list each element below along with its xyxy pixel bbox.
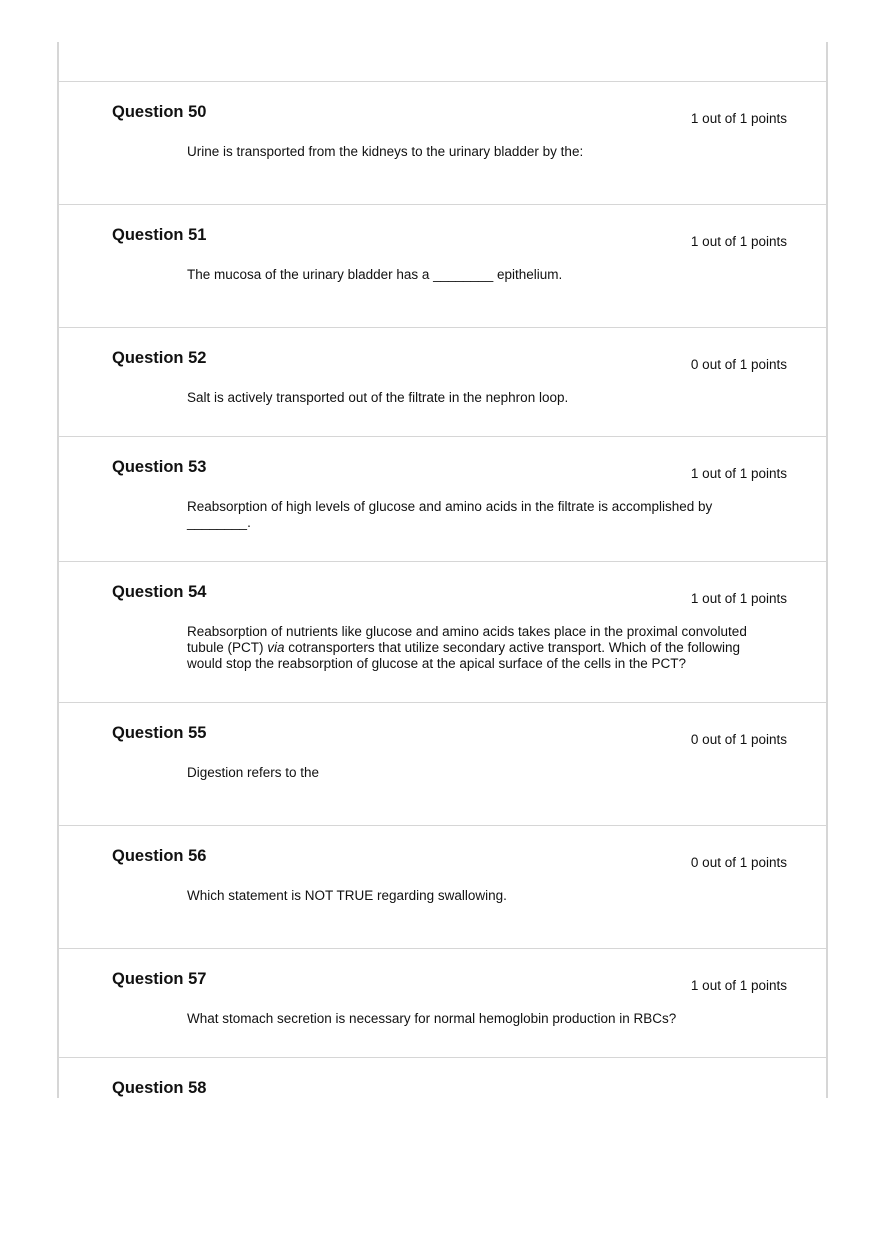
question-score: 0 out of 1 points <box>690 855 787 870</box>
question-score: 1 out of 1 points <box>690 591 787 606</box>
question-text: The mucosa of the urinary bladder has a ________ epithelium. <box>187 267 563 282</box>
question-block-52 <box>59 327 826 437</box>
question-text: Digestion refers to the <box>187 765 320 780</box>
question-text: Which statement is NOT TRUE regarding swallowing. <box>187 888 507 903</box>
question-score: 1 out of 1 points <box>690 978 787 993</box>
question-text: Reabsorption of high levels of glucose and amino acids in the filtrate is accomplished by ________. <box>187 499 713 530</box>
question-text-emphasis: via <box>267 640 285 655</box>
question-title: Question 52 <box>112 349 207 367</box>
question-title: Question 55 <box>112 724 207 742</box>
question-title: Question 51 <box>112 226 207 244</box>
question-block-54 <box>59 561 826 703</box>
question-block-53 <box>59 436 826 562</box>
question-text-part: Reabsorption of nutrients like glucose and amino acids takes place in the proximal convoluted tubule (PCT) <box>187 624 747 655</box>
question-block-58 <box>59 1057 826 1098</box>
question-score: 1 out of 1 points <box>690 466 787 481</box>
question-block-57 <box>59 948 826 1058</box>
question-title: Question 53 <box>112 458 207 476</box>
question-text: What stomach secretion is necessary for normal hemoglobin production in RBCs? <box>187 1011 677 1026</box>
question-score: 1 out of 1 points <box>690 111 787 126</box>
question-title: Question 58 <box>112 1079 207 1097</box>
question-title: Question 50 <box>112 103 207 121</box>
question-block-50 <box>59 81 826 205</box>
question-text: Salt is actively transported out of the filtrate in the nephron loop. <box>187 390 569 405</box>
question-title: Question 54 <box>112 583 207 601</box>
quiz-results-panel <box>57 42 828 1098</box>
question-score: 0 out of 1 points <box>690 357 787 372</box>
question-text: Urine is transported from the kidneys to the urinary bladder by the: <box>187 144 584 159</box>
question-title: Question 56 <box>112 847 207 865</box>
question-text-part: cotransporters that utilize secondary active transport. Which of the following would stop the reabsorption of glucose at the apical surface of the cells in the PCT? <box>187 640 741 671</box>
question-block-51 <box>59 204 826 328</box>
question-score: 1 out of 1 points <box>690 234 787 249</box>
question-block-55 <box>59 702 826 826</box>
question-block-56 <box>59 825 826 949</box>
question-title: Question 57 <box>112 970 207 988</box>
question-score: 0 out of 1 points <box>690 732 787 747</box>
question-text <box>187 624 777 672</box>
